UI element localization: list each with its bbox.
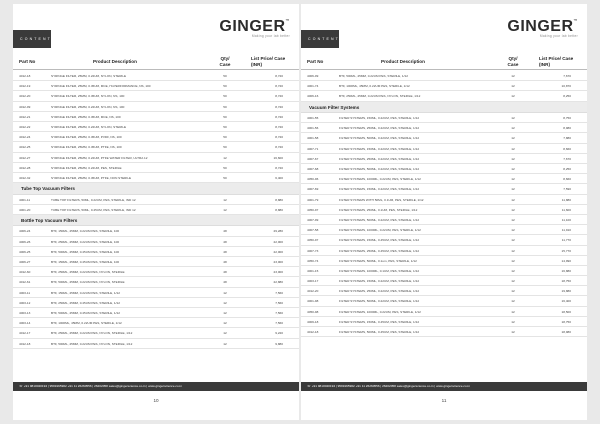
qty-cell: 50 bbox=[223, 104, 227, 109]
part-no-cell: 4007-73 bbox=[307, 248, 319, 253]
qty-cell: 12 bbox=[223, 310, 227, 315]
price-cell: 9,220 bbox=[275, 331, 283, 336]
qty-cell: 12 bbox=[511, 156, 515, 161]
ginger-logo: GINGER™ Making your lab better bbox=[507, 18, 578, 38]
contact-footer: ☏ +91 9810020194 | 9599165902 +91 11 26260556 | 26202058 sales@gingerscience.co.in | www.gingerscience.co.in bbox=[13, 382, 299, 391]
price-cell: 11,880 bbox=[561, 197, 571, 202]
description-cell: FILTER SYSTEMS, 250ML, 0.22UM, PES, STERILE, 1/12 bbox=[339, 289, 420, 294]
qty-cell: 50 bbox=[223, 74, 227, 78]
price-cell: 8,720 bbox=[275, 165, 283, 170]
qty-cell: 48 bbox=[223, 229, 227, 234]
table-row bbox=[13, 288, 299, 298]
description-cell: FILTER SYSTEMS WITH 50ML, 0.1UM, PES, STERILE, 1/12 bbox=[339, 197, 424, 202]
qty-cell: 12 bbox=[511, 94, 515, 99]
qty-cell: 50 bbox=[223, 175, 227, 180]
table-row bbox=[13, 298, 299, 308]
qty-cell: 50 bbox=[223, 145, 227, 150]
product-table bbox=[301, 71, 587, 337]
description-cell: FILTER SYSTEMS, 1000ML, 0.22UM, PES, STERILE, 1/12 bbox=[339, 309, 421, 314]
part-no-cell: 4007-58 bbox=[307, 228, 319, 233]
table-row bbox=[301, 71, 587, 81]
contents-tag: C O N T E N T S bbox=[301, 30, 339, 48]
col-part-no: Part No bbox=[307, 58, 324, 64]
part-no-cell: 4012-61 bbox=[19, 280, 31, 285]
description-cell: FILTER SYSTEMS, 150ML, 0.45UM, PES, STERILE, 1/12 bbox=[339, 319, 420, 324]
description-cell: TUBE TOP FILTERS, 50ML, 0.45UM, PES, STERILE, IND 12 bbox=[51, 207, 136, 212]
qty-cell: 50 bbox=[223, 114, 227, 119]
table-row bbox=[301, 164, 587, 174]
section-header: Bottle Top Vacuum Filters bbox=[13, 215, 299, 227]
table-row bbox=[13, 237, 299, 247]
qty-cell: 12 bbox=[511, 126, 515, 131]
description-cell: BTF, 1000ML, 45MM, 0.22UM PES, STERILE, 1/12 bbox=[339, 84, 410, 89]
description-cell: BTF, 150ML, 45MM, 0.22UM PES, STERILE, 1/12 bbox=[51, 290, 120, 295]
part-no-cell: 4012-09 bbox=[19, 104, 31, 109]
description-cell: FILTER SYSTEMS, 500ML, 0.22UM, PES, STERILE, 1/12 bbox=[339, 217, 420, 222]
part-no-cell: 4050-74 bbox=[307, 258, 319, 263]
page-number: 11 bbox=[441, 398, 447, 403]
description-cell: SYRINGE FILTER, 25MM, 0.45UM, NYLON, NS, 100 bbox=[51, 94, 125, 99]
description-cell: TUBE TOP FILTERS, 50ML, 0.22UM, PES, STERILE, IND 12 bbox=[51, 197, 136, 202]
price-cell: 10,870 bbox=[561, 84, 571, 89]
table-row bbox=[13, 173, 299, 183]
part-no-cell: 4012-18 bbox=[19, 341, 31, 346]
description-cell: BTF, 150ML, 45MM, 0.45UM PES, STERILE, 100 bbox=[51, 260, 120, 264]
price-cell: 7,670 bbox=[563, 156, 571, 161]
part-no-cell: 4012-32 bbox=[19, 175, 31, 180]
part-no-cell: 4006-16 bbox=[307, 94, 319, 99]
table-row bbox=[13, 308, 299, 318]
price-cell: 7,560 bbox=[275, 290, 283, 295]
part-no-cell: 4012-22 bbox=[19, 124, 31, 129]
price-cell: 16,880 bbox=[561, 268, 571, 273]
qty-cell: 12 bbox=[223, 331, 227, 336]
qty-cell: 12 bbox=[511, 268, 515, 273]
description-cell: FILTER SYSTEMS, 500ML, 0.22UM, PES, STERILE, 1/12 bbox=[339, 136, 420, 141]
price-cell: 16,600 bbox=[273, 155, 283, 160]
price-cell: 8,880 bbox=[275, 207, 283, 212]
price-cell: 11,600 bbox=[561, 207, 571, 212]
table-row bbox=[13, 81, 299, 91]
price-cell: 8,720 bbox=[275, 114, 283, 119]
part-no-cell: 4006-26 bbox=[19, 239, 31, 244]
qty-cell: 12 bbox=[511, 197, 515, 202]
col-price: List Price/ Case (INR) bbox=[251, 56, 286, 67]
table-row bbox=[301, 91, 587, 101]
qty-cell: 48 bbox=[223, 260, 227, 264]
description-cell: SYRINGE FILTER, 25MM, 0.45UM, PTFE, NON STERILE bbox=[51, 175, 132, 180]
description-cell: FILTER SYSTEMS, 250ML, 0.22UM, PES, STERILE, 1/12 bbox=[339, 156, 420, 161]
qty-cell: 12 bbox=[511, 228, 515, 233]
price-cell: 8,660 bbox=[563, 146, 571, 151]
table-row bbox=[13, 112, 299, 122]
qty-cell: 12 bbox=[511, 319, 515, 324]
part-no-cell: 4001-74 bbox=[307, 84, 319, 89]
table-row bbox=[13, 102, 299, 112]
price-cell: 18,750 bbox=[561, 279, 571, 284]
table-row bbox=[13, 267, 299, 277]
price-cell: 8,720 bbox=[275, 145, 283, 150]
price-cell: 22,880 bbox=[273, 280, 283, 285]
description-cell: FILTER SYSTEMS, 500ML, 0.1um, PES, STERILE, 1/12 bbox=[339, 258, 417, 263]
qty-cell: 48 bbox=[223, 239, 227, 244]
price-cell: 18,980 bbox=[561, 330, 571, 334]
description-cell: BTF, 500ML, 45MM, 0.22UM PES, NYLON, STERILE bbox=[51, 280, 125, 285]
qty-cell: 50 bbox=[223, 165, 227, 170]
price-cell: 8,720 bbox=[275, 124, 283, 129]
part-no-cell: 4003-11 bbox=[19, 290, 31, 295]
qty-cell: 50 bbox=[223, 135, 227, 140]
part-no-cell: 4007-67 bbox=[307, 156, 319, 161]
part-no-cell: 4012-18 bbox=[307, 330, 319, 334]
part-no-cell: 4012-20 bbox=[19, 94, 31, 99]
qty-cell: 12 bbox=[223, 207, 227, 212]
description-cell: FILTER SYSTEMS, 500ML, 0.22UM, PES, STERILE, 1/12 bbox=[339, 299, 420, 304]
description-cell: SYRINGE FILTER, 25MM, 0.45UM, PVDF, NS, 100 bbox=[51, 135, 122, 140]
description-cell: FILTER SYSTEMS, 500ML, 0.45UM, PES, STERILE, 1/12 bbox=[339, 330, 420, 334]
qty-cell: 48 bbox=[223, 249, 227, 254]
qty-cell: 12 bbox=[511, 167, 515, 171]
part-no-cell: 4001-58 bbox=[307, 136, 319, 141]
qty-cell: 12 bbox=[511, 248, 515, 253]
table-row bbox=[301, 154, 587, 164]
qty-cell: 12 bbox=[511, 177, 515, 182]
part-no-cell: 4012-27 bbox=[19, 155, 31, 160]
description-cell: BTF, 500ML, 45MM, 0.45UM PES, STERILE, 100 bbox=[51, 249, 120, 254]
table-row bbox=[301, 256, 587, 266]
col-description: Product Description bbox=[93, 58, 137, 64]
price-cell: 8,720 bbox=[275, 74, 283, 78]
section-header: Tube Top Vacuum Filters bbox=[13, 183, 299, 195]
table-row bbox=[301, 174, 587, 184]
catalog-page-right bbox=[301, 4, 587, 420]
description-cell: FILTER SYSTEMS, 1000ML, 0.22UM, PES, STERILE, 1/12 bbox=[339, 228, 421, 233]
section-header: Vacuum Filter Systems bbox=[301, 102, 587, 114]
part-no-cell: 4007-71 bbox=[307, 146, 319, 151]
qty-cell: 12 bbox=[511, 187, 515, 192]
description-cell: FILTER SYSTEMS, 150ML, 0.22UM, PES, STERILE, 1/12 bbox=[339, 187, 420, 192]
qty-cell: 12 bbox=[511, 136, 515, 141]
table-row bbox=[301, 266, 587, 276]
contact-footer: ☏ +91 9810020194 | 9599165902 +91 11 26260556 | 26202058 sales@gingerscience.co.in | www.gingerscience.co.in bbox=[301, 382, 587, 391]
part-no-cell: 4012-18 bbox=[19, 74, 31, 78]
description-cell: BTF, 500ML, 45MM, 0.22UM PES, NYLON, STERILE, 1/12 bbox=[51, 341, 133, 346]
part-no-cell: 4012-21 bbox=[19, 114, 31, 119]
part-no-cell: 4050-97 bbox=[307, 207, 319, 212]
description-cell: FILTER SYSTEMS, 150ML, 0.22UM, PES, STERILE, 1/12 bbox=[339, 146, 420, 151]
price-cell: 22,000 bbox=[273, 239, 283, 244]
price-cell: 8,880 bbox=[275, 197, 283, 202]
table-row bbox=[13, 153, 299, 163]
table-row bbox=[301, 235, 587, 245]
table-row bbox=[13, 205, 299, 215]
part-no-cell: 4007-99 bbox=[307, 217, 319, 222]
price-cell: 7,590 bbox=[563, 187, 571, 192]
qty-cell: 12 bbox=[223, 290, 227, 295]
part-no-cell: 4003-12 bbox=[19, 300, 31, 305]
ginger-logo: GINGER™ Making your lab better bbox=[219, 18, 290, 38]
price-cell: 14,990 bbox=[561, 258, 571, 263]
price-cell: 8,980 bbox=[563, 126, 571, 131]
price-cell: 7,560 bbox=[275, 300, 283, 305]
description-cell: BTF, 250ML, 45MM, 0.22UM PES, NYLON, STERILE bbox=[51, 270, 125, 275]
description-cell: BTF, 250ML, 45MM, 0.22UM PES, NYLON, STERILE, 1/12 bbox=[339, 94, 421, 99]
part-no-cell: 4012-19 bbox=[19, 84, 31, 89]
table-row bbox=[301, 184, 587, 194]
qty-cell: 50 bbox=[223, 124, 227, 129]
part-no-cell: 4003-17 bbox=[307, 279, 319, 284]
table-row bbox=[301, 81, 587, 91]
table-row bbox=[13, 71, 299, 81]
part-no-cell: 4001-11 bbox=[19, 197, 31, 202]
description-cell: BTF, 500ML, 45MM, 0.22UM PES, STERILE, 1/12 bbox=[339, 74, 408, 78]
part-no-cell: 4012-17 bbox=[19, 331, 31, 336]
table-row bbox=[301, 195, 587, 205]
price-cell: 15,770 bbox=[561, 248, 571, 253]
part-no-cell: 4007-69 bbox=[307, 187, 319, 192]
price-cell: 8,720 bbox=[275, 84, 283, 89]
table-row bbox=[13, 277, 299, 287]
part-no-cell: 4001-55 bbox=[307, 116, 319, 121]
table-row bbox=[301, 123, 587, 133]
table-row bbox=[13, 318, 299, 328]
qty-cell: 48 bbox=[223, 270, 227, 275]
price-cell: 23,000 bbox=[273, 260, 283, 264]
description-cell: BTF, 250ML, 45MM, 0.22UM PES, NYLON, STERILE, 1/12 bbox=[51, 331, 133, 336]
description-cell: FILTER SYSTEMS, 1000ML, 0.22UM, PES, STERILE, 1/12 bbox=[339, 177, 421, 182]
page-number: 10 bbox=[153, 398, 159, 403]
price-cell: 18,500 bbox=[561, 309, 571, 314]
description-cell: SYRINGE FILTER, 25MM, 0.45UM, MCE, NS, 100 bbox=[51, 114, 121, 119]
part-no-cell: 4006-27 bbox=[19, 260, 31, 264]
description-cell: BTF, 150ML, 45MM, 0.22UM PES, STERILE, 100 bbox=[51, 229, 120, 234]
table-row bbox=[13, 257, 299, 267]
table-row bbox=[301, 215, 587, 225]
price-cell: 19,880 bbox=[561, 289, 571, 294]
part-no-cell: 4050-96 bbox=[307, 177, 319, 182]
price-cell: 8,720 bbox=[275, 104, 283, 109]
price-cell: 6,400 bbox=[275, 175, 283, 180]
table-row bbox=[301, 296, 587, 306]
price-cell: 11,100 bbox=[561, 217, 571, 222]
table-row bbox=[301, 286, 587, 296]
col-qty: Qty/ Case bbox=[507, 56, 519, 67]
qty-cell: 12 bbox=[511, 84, 515, 89]
table-header bbox=[301, 53, 587, 70]
price-cell: 7,560 bbox=[275, 310, 283, 315]
part-no-cell: 4006-09 bbox=[307, 74, 319, 78]
description-cell: FILTER SYSTEMS, 150ML, 0.22UM, PES, STERILE, 1/12 bbox=[339, 279, 420, 284]
part-no-cell: 4050-97 bbox=[307, 238, 319, 243]
qty-cell: 48 bbox=[223, 280, 227, 285]
part-no-cell: 4012-24 bbox=[19, 135, 31, 140]
table-row bbox=[301, 307, 587, 317]
part-no-cell: 4050-98 bbox=[307, 309, 319, 314]
description-cell: FILTER SYSTEMS, 250ML, 0.45UM, PES, STERILE, 1/12 bbox=[339, 248, 420, 253]
price-cell: 8,750 bbox=[563, 116, 571, 121]
table-row bbox=[301, 246, 587, 256]
price-cell: 7,670 bbox=[563, 74, 571, 78]
table-header bbox=[13, 53, 299, 70]
description-cell: FILTER SYSTEMS, 250ML, 0.1UM, PES, STERILE, 1/12 bbox=[339, 207, 418, 212]
part-no-cell: 4001-56 bbox=[307, 126, 319, 131]
price-cell: 11,770 bbox=[561, 238, 571, 243]
part-no-cell: 4006-25 bbox=[19, 249, 31, 254]
price-cell: 23,000 bbox=[273, 270, 283, 275]
table-row bbox=[301, 113, 587, 123]
part-no-cell: 4001-20 bbox=[19, 207, 31, 212]
qty-cell: 50 bbox=[223, 94, 227, 99]
table-row bbox=[301, 144, 587, 154]
table-row bbox=[301, 276, 587, 286]
table-row bbox=[301, 317, 587, 327]
table-row bbox=[13, 328, 299, 338]
price-cell: 8,250 bbox=[563, 167, 571, 171]
price-cell: 29,280 bbox=[273, 229, 283, 234]
table-row bbox=[13, 339, 299, 349]
description-cell: SYRINGE FILTER, 25MM, 0.22UM, NYLON, STERILE bbox=[51, 124, 127, 129]
price-cell: 8,660 bbox=[563, 177, 571, 182]
part-no-cell: 4001-98 bbox=[307, 299, 319, 304]
col-part-no: Part No bbox=[19, 58, 36, 64]
table-row bbox=[13, 247, 299, 257]
price-cell: 16,400 bbox=[561, 299, 571, 304]
description-cell: SYRINGE FILTER, 25MM, 0.22UM, NYLON, STERILE bbox=[51, 74, 127, 78]
qty-cell: 12 bbox=[511, 217, 515, 222]
part-no-cell: 4012-25 bbox=[19, 145, 31, 150]
table-row bbox=[13, 163, 299, 173]
col-description: Product Description bbox=[381, 58, 425, 64]
part-no-cell: 4012-20 bbox=[307, 289, 319, 294]
description-cell: BTF, 1000ML, 45MM, 0.22UM PES, STERILE, 1/12 bbox=[51, 321, 122, 326]
contents-tag: C O N T E N T S bbox=[13, 30, 51, 48]
qty-cell: 12 bbox=[223, 300, 227, 305]
qty-cell: 12 bbox=[511, 309, 515, 314]
description-cell: BTF, 250ML, 45MM, 0.45UM PES, STERILE, 1/12 bbox=[51, 300, 120, 305]
part-no-cell: 4012-28 bbox=[19, 165, 31, 170]
qty-cell: 12 bbox=[511, 146, 515, 151]
part-no-cell: 4003-14 bbox=[19, 321, 31, 326]
part-no-cell: 4009-18 bbox=[307, 319, 319, 324]
qty-cell: 12 bbox=[511, 74, 515, 78]
part-no-cell: 4012-60 bbox=[19, 270, 31, 275]
description-cell: FILTER SYSTEMS, 150ML, 0.22UM, PES, STERILE, 1/12 bbox=[339, 116, 420, 121]
description-cell: FILTER SYSTEMS, 150ML, 0.45UM, PES, STERILE, 1/12 bbox=[339, 238, 420, 243]
description-cell: FILTER SYSTEMS, 1000ML, 0.1UM, PES, STERILE, 1/12 bbox=[339, 268, 420, 273]
description-cell: SYRINGE FILTER, 25MM, 0.45UM, MCE, HI-PERFORMANCE, NS, 100 bbox=[51, 84, 151, 89]
product-table bbox=[13, 71, 299, 349]
qty-cell: 50 bbox=[223, 84, 227, 89]
table-row bbox=[13, 132, 299, 142]
table-row bbox=[301, 327, 587, 337]
price-cell: 8,720 bbox=[275, 135, 283, 140]
qty-cell: 12 bbox=[511, 207, 515, 212]
qty-cell: 12 bbox=[223, 321, 227, 326]
price-cell: 8,250 bbox=[563, 94, 571, 99]
description-cell: SYRINGE FILTER, 25MM, 0.22UM, NYLON, NS, 100 bbox=[51, 104, 125, 109]
price-cell: 9,880 bbox=[275, 341, 283, 346]
price-cell: 7,560 bbox=[275, 321, 283, 326]
part-no-cell: 4007-68 bbox=[307, 167, 319, 171]
description-cell: SYRINGE FILTER, 25MM, 0.22UM, PES, STERILE bbox=[51, 165, 122, 170]
table-row bbox=[301, 133, 587, 143]
price-cell: 22,000 bbox=[273, 249, 283, 254]
qty-cell: 12 bbox=[223, 197, 227, 202]
col-price: List Price/ Case (INR) bbox=[539, 56, 574, 67]
qty-cell: 12 bbox=[223, 155, 227, 160]
table-row bbox=[13, 122, 299, 132]
table-row bbox=[13, 226, 299, 236]
table-row bbox=[13, 195, 299, 205]
qty-cell: 12 bbox=[511, 258, 515, 263]
part-no-cell: 4003-13 bbox=[19, 310, 31, 315]
col-qty: Qty/ Case bbox=[219, 56, 231, 67]
table-row bbox=[301, 225, 587, 235]
price-cell: 18,750 bbox=[561, 319, 571, 324]
price-cell: 8,720 bbox=[275, 94, 283, 99]
table-row bbox=[13, 142, 299, 152]
qty-cell: 12 bbox=[511, 238, 515, 243]
price-cell: 11,910 bbox=[561, 228, 571, 233]
catalog-page-left bbox=[13, 4, 299, 420]
description-cell: BTF, 500ML, 45MM, 0.45UM PES, STERILE, 1/12 bbox=[51, 310, 120, 315]
qty-cell: 12 bbox=[223, 341, 227, 346]
part-no-cell: 4001-79 bbox=[307, 197, 319, 202]
description-cell: BTF, 250ML, 45MM, 0.22UM PES, STERILE, 100 bbox=[51, 239, 120, 244]
description-cell: FILTER SYSTEMS, 250ML, 0.22UM, PES, STERILE, 1/12 bbox=[339, 126, 420, 131]
qty-cell: 12 bbox=[511, 279, 515, 284]
price-cell: 7,880 bbox=[563, 136, 571, 141]
table-row bbox=[13, 91, 299, 101]
table-row bbox=[301, 205, 587, 215]
qty-cell: 12 bbox=[511, 289, 515, 294]
qty-cell: 12 bbox=[511, 330, 515, 334]
part-no-cell: 4001-15 bbox=[307, 268, 319, 273]
qty-cell: 12 bbox=[511, 299, 515, 304]
description-cell: SYRINGE FILTER, 25MM, 0.45UM, PTFE, NS, 100 bbox=[51, 145, 122, 150]
qty-cell: 12 bbox=[511, 116, 515, 121]
description-cell: SYRINGE FILTER, 25MM, 0.22UM, PTFE WATER FILTER, ULTRA 12 bbox=[51, 155, 148, 160]
part-no-cell: 4006-24 bbox=[19, 229, 31, 234]
description-cell: FILTER SYSTEMS, 500ML, 0.22UM, PES, STERILE, 1/12 bbox=[339, 167, 420, 171]
